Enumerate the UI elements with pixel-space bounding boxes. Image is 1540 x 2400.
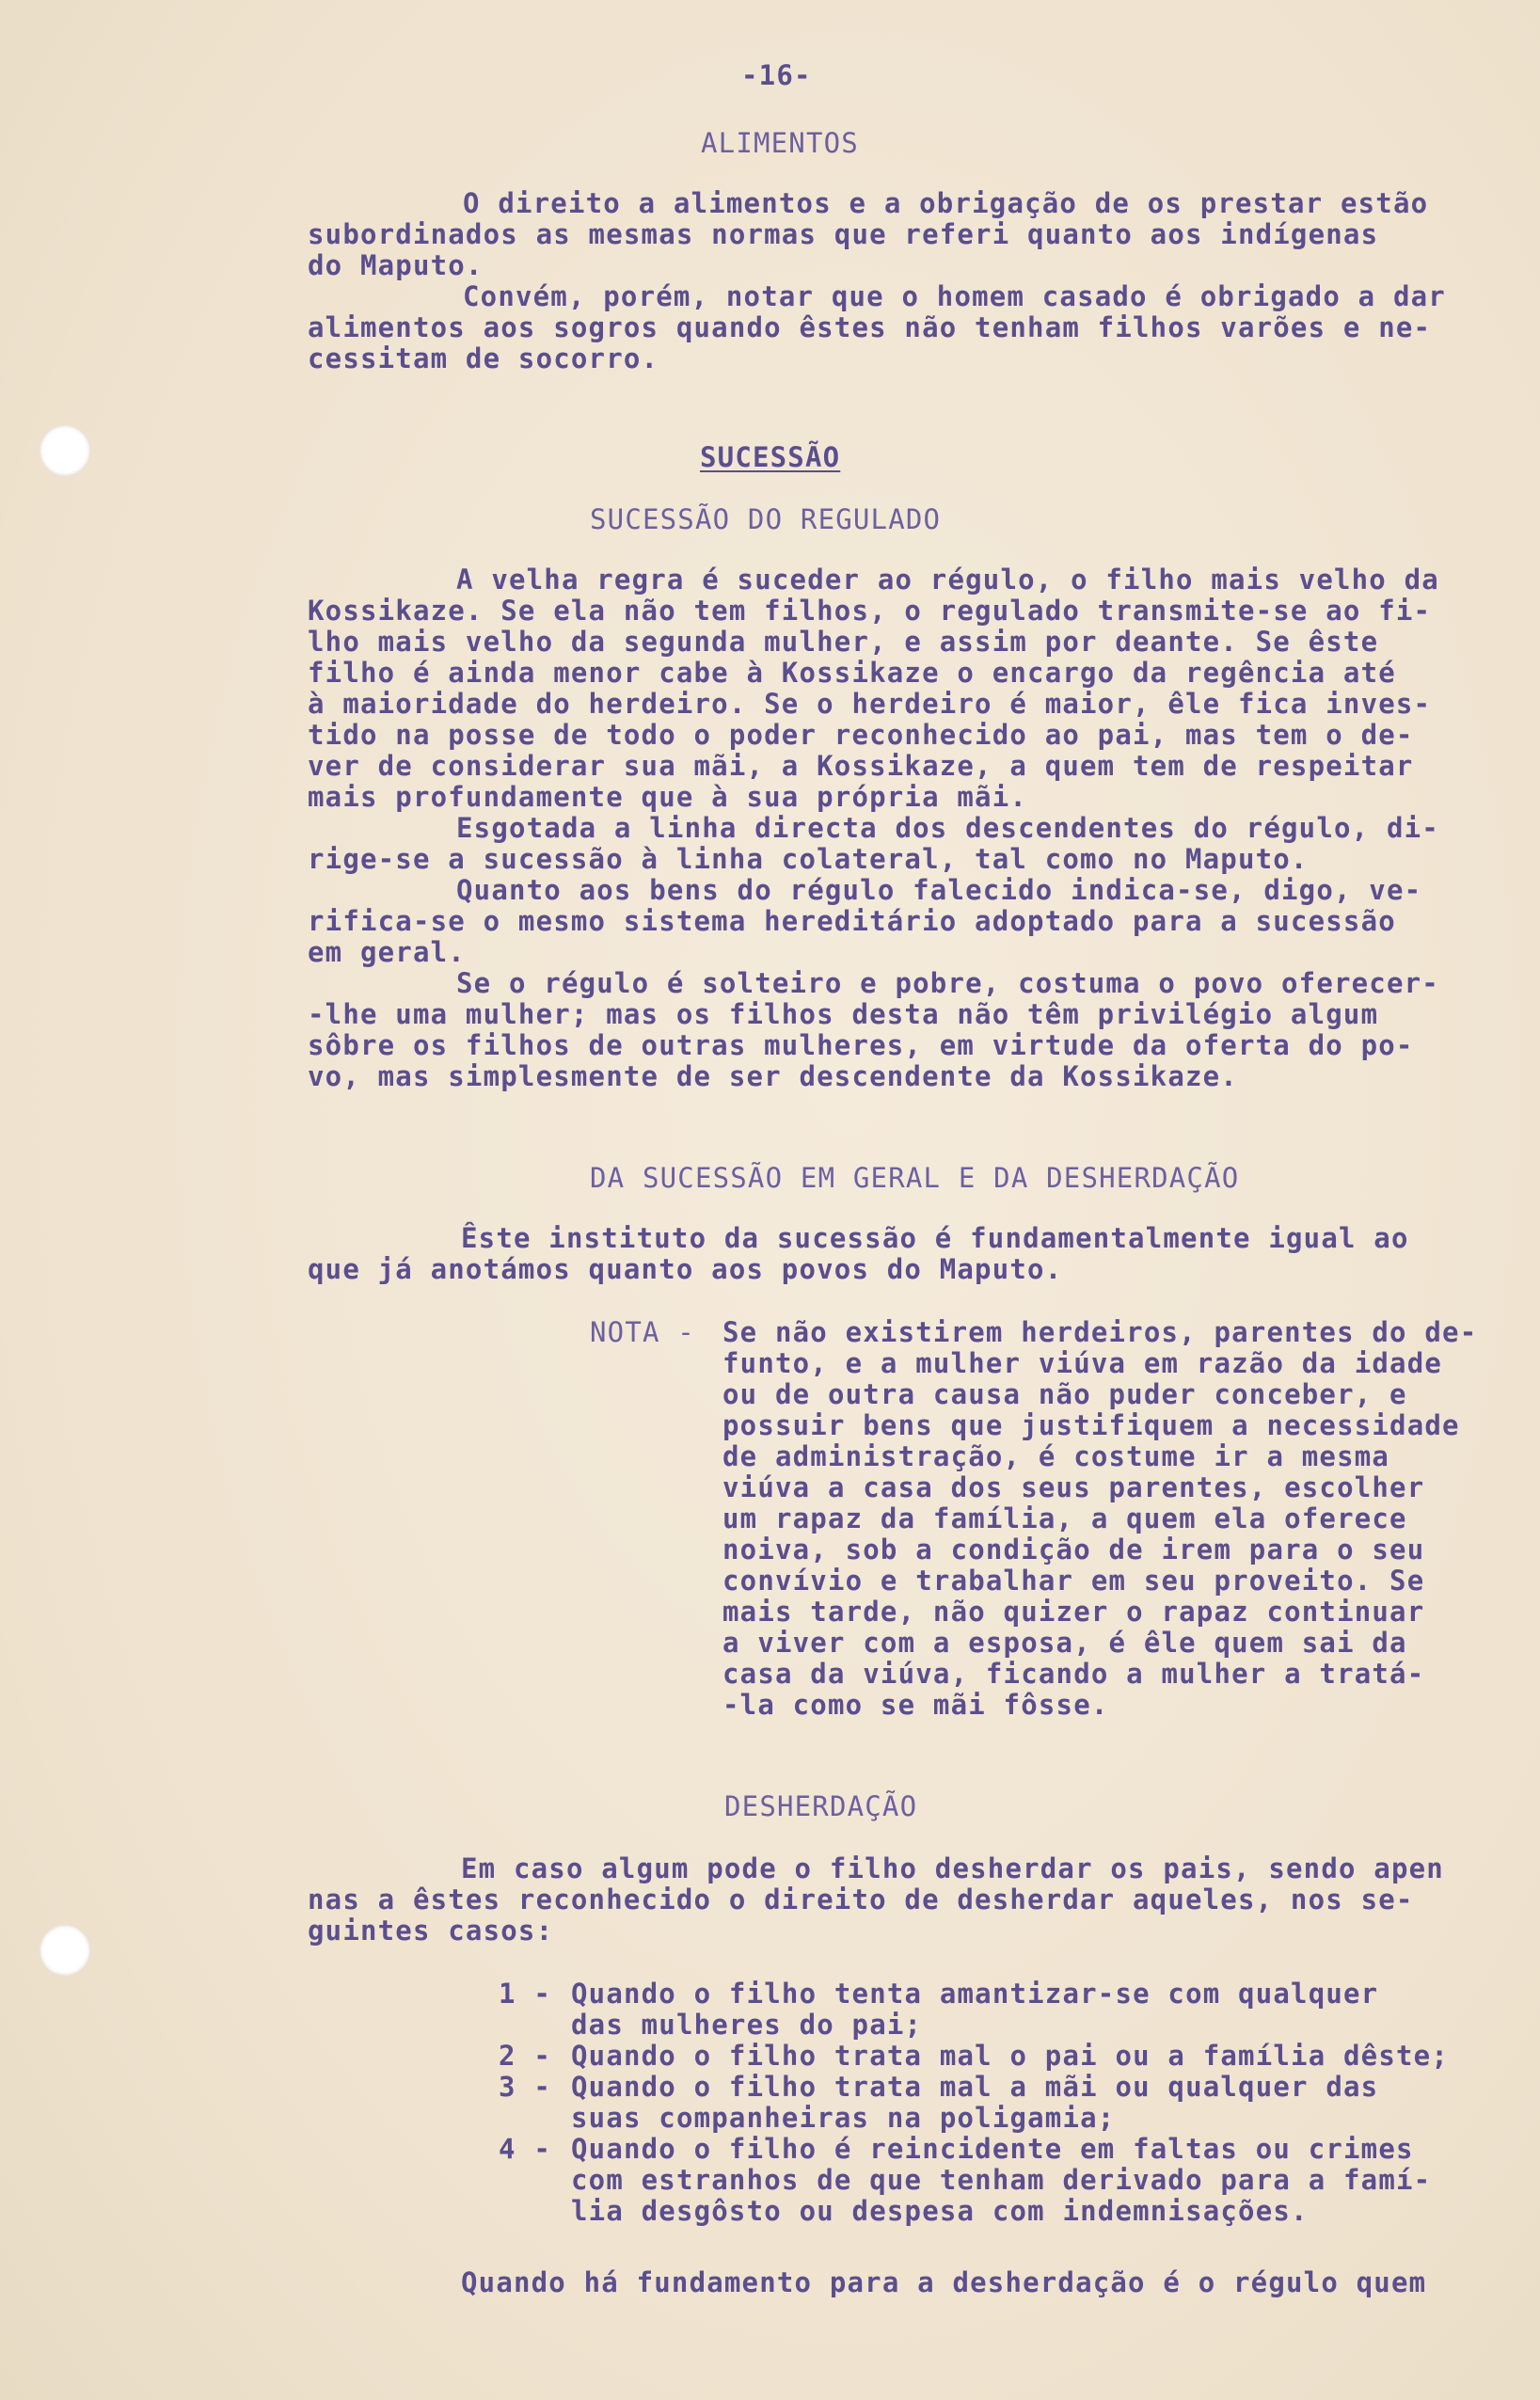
paragraph-line: alimentos aos sogros quando êstes não tenham filhos varões e ne- bbox=[308, 311, 1432, 343]
list-item-line: das mulheres do pai; bbox=[571, 2009, 923, 2041]
paragraph-line: rifica-se o mesmo sistema hereditário adoptado para a sucessão bbox=[308, 905, 1396, 937]
list-item-line: Quando o filho trata mal a mãi ou qualquer das bbox=[571, 2071, 1379, 2103]
paragraph-line: Em caso algum pode o filho desherdar os pais, sendo apen bbox=[461, 1852, 1444, 1884]
punch-hole-bottom bbox=[40, 1925, 90, 1976]
list-item-line: com estranhos de que tenham derivado para a famí- bbox=[571, 2164, 1432, 2196]
paragraph-line: Convém, porém, notar que o homem casado é obrigado a dar bbox=[463, 280, 1446, 312]
punch-hole-top bbox=[40, 425, 90, 476]
paragraph-line: lho mais velho da segunda mulher, e assim por deante. Se êste bbox=[308, 626, 1379, 658]
section-heading-sucessao-geral: DA SUCESSÃO EM GERAL E DA DESHERDAÇÃO bbox=[590, 1162, 1240, 1194]
paragraph-line: em geral. bbox=[308, 936, 466, 968]
list-item-number: 1 - bbox=[499, 1978, 551, 2010]
paragraph-line: vo, mas simplesmente de ser descendente da Kossikaze. bbox=[308, 1060, 1238, 1092]
section-heading-sucessao: SUCESSÃO bbox=[700, 441, 841, 473]
paragraph-line: sôbre os filhos de outras mulheres, em virtude da oferta do po- bbox=[308, 1029, 1414, 1061]
list-item-number: 2 - bbox=[499, 2040, 551, 2072]
paragraph-line: que já anotámos quanto aos povos do Maputo. bbox=[308, 1253, 1063, 1285]
paragraph-line: Êste instituto da sucessão é fundamentalmente igual ao bbox=[461, 1222, 1409, 1254]
paragraph-line: -lhe uma mulher; mas os filhos desta não têm privilégio algum bbox=[308, 998, 1379, 1030]
list-item-line: suas companheiras na poligamia; bbox=[571, 2102, 1116, 2134]
paragraph-line: Esgotada a linha directa dos descendentes do régulo, di- bbox=[456, 812, 1439, 844]
nota-line: um rapaz da família, a quem ela oferece bbox=[722, 1502, 1407, 1534]
paragraph-line: Quanto aos bens do régulo falecido indica-se, digo, ve- bbox=[456, 874, 1422, 906]
nota-line: mais tarde, não quizer o rapaz continuar bbox=[722, 1596, 1425, 1628]
paragraph-line: mais profundamente que à sua própria mãi. bbox=[308, 781, 1028, 813]
paragraph-line: rige-se a sucessão à linha colateral, tal como no Maputo. bbox=[308, 843, 1309, 875]
list-item-line: lia desgôsto ou despesa com indemnisações. bbox=[571, 2195, 1309, 2227]
nota-line: a viver com a esposa, é êle quem sai da bbox=[722, 1627, 1407, 1659]
list-item-line: Quando o filho trata mal o pai ou a família dêste; bbox=[571, 2040, 1449, 2072]
nota-label: NOTA - bbox=[590, 1316, 695, 1348]
nota-line: ou de outra causa não puder conceber, e bbox=[722, 1378, 1407, 1410]
paragraph-line: ver de considerar sua mãi, a Kossikaze, a quem tem de respeitar bbox=[308, 750, 1414, 782]
paragraph-line: filho é ainda menor cabe à Kossikaze o encargo da regência até bbox=[308, 657, 1396, 689]
nota-line: Se não existirem herdeiros, parentes do de- bbox=[722, 1316, 1478, 1348]
paragraph-line: subordinados as mesmas normas que referi quanto aos indígenas bbox=[308, 218, 1379, 250]
paragraph-line: Kossikaze. Se ela não tem filhos, o regulado transmite-se ao fi- bbox=[308, 595, 1432, 627]
paragraph-line: O direito a alimentos e a obrigação de os prestar estão bbox=[463, 187, 1429, 219]
list-item-line: Quando o filho é reincidente em faltas ou crimes bbox=[571, 2133, 1414, 2165]
nota-line: de administração, é costume ir a mesma bbox=[722, 1440, 1390, 1472]
section-heading-desherdacao: DESHERDAÇÃO bbox=[724, 1790, 918, 1822]
page-number: -16- bbox=[741, 59, 812, 91]
nota-line: funto, e a mulher viúva em razão da idade bbox=[722, 1347, 1443, 1379]
paragraph-line: tido na posse de todo o poder reconhecido ao pai, mas tem o de- bbox=[308, 719, 1414, 751]
paragraph-line: guintes casos: bbox=[308, 1915, 554, 1947]
paragraph-line: Se o régulo é solteiro e pobre, costuma o povo oferecer- bbox=[456, 967, 1439, 999]
paragraph-line: nas a êstes reconhecido o direito de desherdar aqueles, nos se- bbox=[308, 1883, 1414, 1915]
list-item-number: 4 - bbox=[499, 2133, 551, 2165]
nota-line: convívio e trabalhar em seu proveito. Se bbox=[722, 1565, 1425, 1597]
paragraph-line: Quando há fundamento para a desherdação é o régulo quem bbox=[461, 2266, 1427, 2298]
paragraph-line: do Maputo. bbox=[308, 249, 484, 281]
paragraph-line: A velha regra é suceder ao régulo, o filho mais velho da bbox=[456, 564, 1439, 596]
paragraph-line: cessitam de socorro. bbox=[308, 342, 659, 374]
list-item-number: 3 - bbox=[499, 2071, 551, 2103]
subheading-sucessao-regulado: SUCESSÃO DO REGULADO bbox=[590, 503, 942, 535]
nota-line: noiva, sob a condição de irem para o seu bbox=[722, 1534, 1425, 1566]
list-item-line: Quando o filho tenta amantizar-se com qualquer bbox=[571, 1978, 1379, 2010]
section-heading-alimentos: ALIMENTOS bbox=[701, 127, 859, 159]
nota-line: viúva a casa dos seus parentes, escolher bbox=[722, 1471, 1425, 1503]
nota-line: casa da viúva, ficando a mulher a tratá- bbox=[722, 1658, 1425, 1690]
nota-line: possuir bens que justifiquem a necessidade bbox=[722, 1409, 1460, 1441]
paragraph-line: à maioridade do herdeiro. Se o herdeiro é maior, êle fica inves- bbox=[308, 688, 1432, 720]
nota-line: -la como se mãi fôsse. bbox=[722, 1689, 1109, 1721]
